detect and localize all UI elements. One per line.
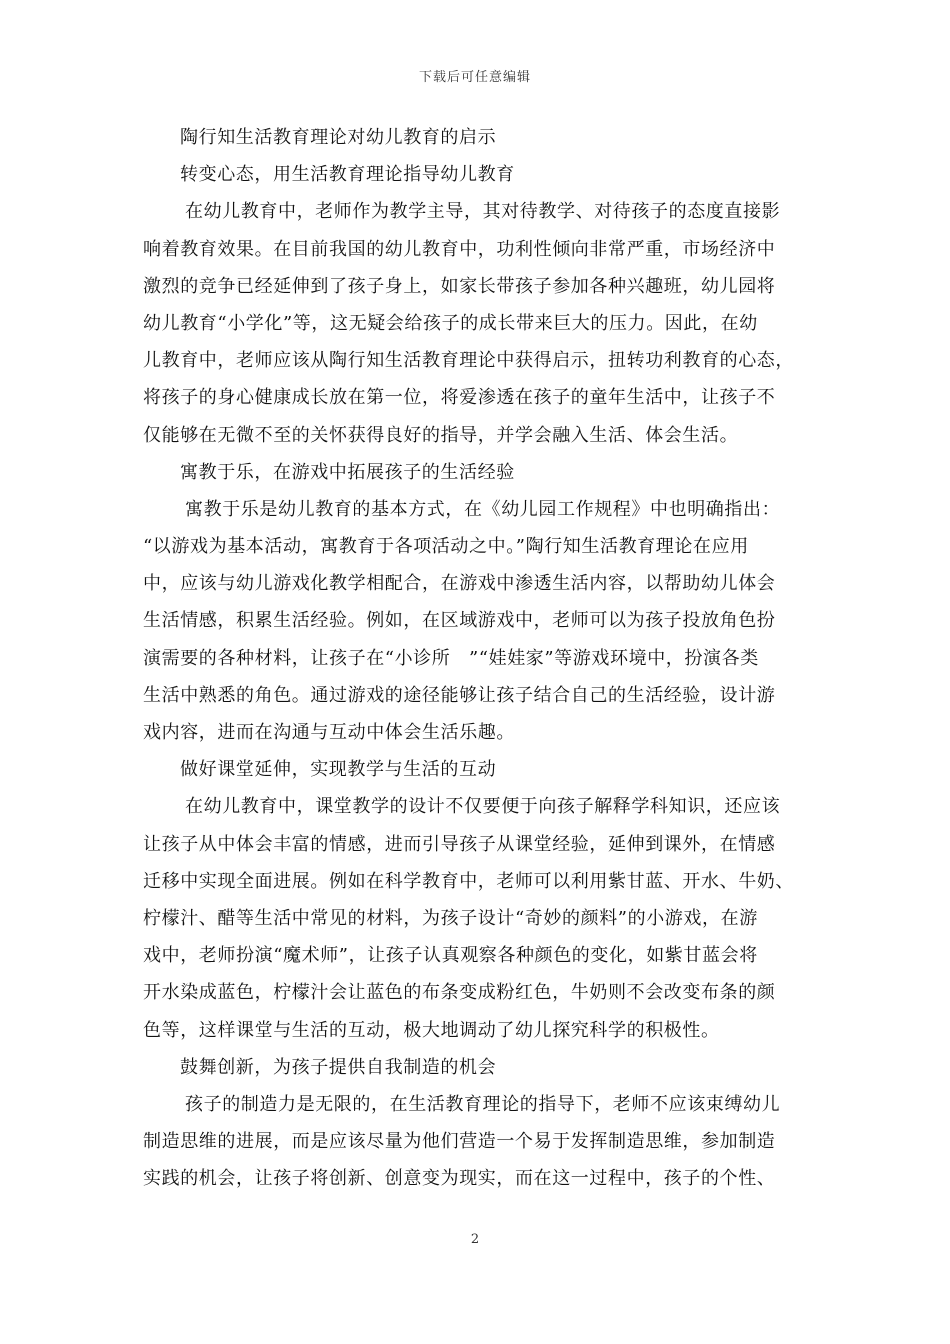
paragraph-line: 在幼儿教育中，课堂教学的设计不仅要便于向孩子解释学科知识，还应该 (185, 796, 781, 818)
paragraph-line: 响着教育效果。在目前我国的幼儿教育中，功利性倾向非常严重，市场经济中 (143, 238, 776, 260)
section-heading: 陶行知生活教育理论对幼儿教育的启示 (180, 127, 497, 148)
paragraph-line: 开水染成蓝色，柠檬汁会让蓝色的布条变成粉红色，牛奶则不会改变布条的颜 (143, 982, 776, 1004)
paragraph-line: 幼儿教育“小学化”等，这无疑会给孩子的成长带来巨大的压力。因此，在幼 (143, 312, 758, 334)
document-body (143, 119, 809, 1197)
paragraph-line: 实践的机会，让孩子将创新、创意变为现实，而在这一过程中，孩子的个性、 (143, 1168, 776, 1190)
page-header: 下载后可任意编辑 (418, 70, 531, 85)
page-number: 2 (470, 1232, 480, 1247)
paragraph-line: 寓教于乐是幼儿教育的基本方式，在《幼儿园工作规程》中也明确指出： (185, 498, 781, 520)
paragraph-line: 儿教育中，老师应该从陶行知生活教育理论中获得启示，扭转功利教育的心态， (143, 350, 794, 372)
paragraph-line: 激烈的竞争已经延伸到了孩子身上，如家长带孩子参加各种兴趣班，幼儿园将 (143, 275, 776, 297)
paragraph-line: 迁移中实现全面进展。例如在科学教育中，老师可以利用紫甘蓝、开水、牛奶、 (143, 870, 794, 892)
paragraph-line: 演需要的各种材料，让孩子在“小诊所 ”“娃娃家”等游戏环境中，扮演各类 (143, 647, 759, 669)
section-heading: 转变心态，用生活教育理论指导幼儿教育 (180, 164, 515, 186)
paragraph-line: 柠檬汁、醋等生活中常见的材料，为孩子设计“奇妙的颜料”的小游戏，在游 (143, 907, 758, 929)
paragraph-line: 戏中，老师扮演“魔术师”，让孩子认真观察各种颜色的变化，如紫甘蓝会将 (143, 945, 758, 967)
section-heading: 寓教于乐，在游戏中拓展孩子的生活经验 (180, 461, 515, 483)
section-heading: 做好课堂延伸，实现教学与生活的互动 (180, 759, 497, 781)
paragraph-line: 在幼儿教育中，老师作为教学主导，其对待教学、对待孩子的态度直接影 (185, 201, 781, 223)
paragraph-line: 制造思维的进展，而是应该尽量为他们营造一个易于发挥制造思维，参加制造 (143, 1131, 776, 1153)
paragraph-line: 将孩子的身心健康成长放在第一位，将爱渗透在孩子的童年生活中，让孩子不 (143, 387, 776, 409)
paragraph-line: 孩子的制造力是无限的，在生活教育理论的指导下，老师不应该束缚幼儿 (185, 1093, 781, 1115)
paragraph-line: 生活情感，积累生活经验。例如，在区域游戏中，老师可以为孩子投放角色扮 (143, 610, 776, 632)
paragraph-line: 让孩子从中体会丰富的情感，进而引导孩子从课堂经验，延伸到课外，在情感 (143, 833, 776, 855)
paragraph-line: 戏内容，进而在沟通与互动中体会生活乐趣。 (143, 722, 515, 743)
paragraph-line: 生活中熟悉的角色。通过游戏的途径能够让孩子结合自己的生活经验，设计游 (143, 684, 776, 706)
paragraph-line: 色等，这样课堂与生活的互动，极大地调动了幼儿探究科学的积极性。 (143, 1019, 720, 1041)
paragraph-line: 中，应该与幼儿游戏化教学相配合，在游戏中渗透生活内容，以帮助幼儿体会 (143, 573, 776, 595)
paragraph-line: 仅能够在无微不至的关怀获得良好的指导，并学会融入生活、体会生活。 (143, 424, 739, 446)
paragraph-line: “以游戏为基本活动，寓教育于各项活动之中。”陶行知生活教育理论在应用 (143, 536, 749, 558)
section-heading: 鼓舞创新，为孩子提供自我制造的机会 (180, 1056, 497, 1078)
